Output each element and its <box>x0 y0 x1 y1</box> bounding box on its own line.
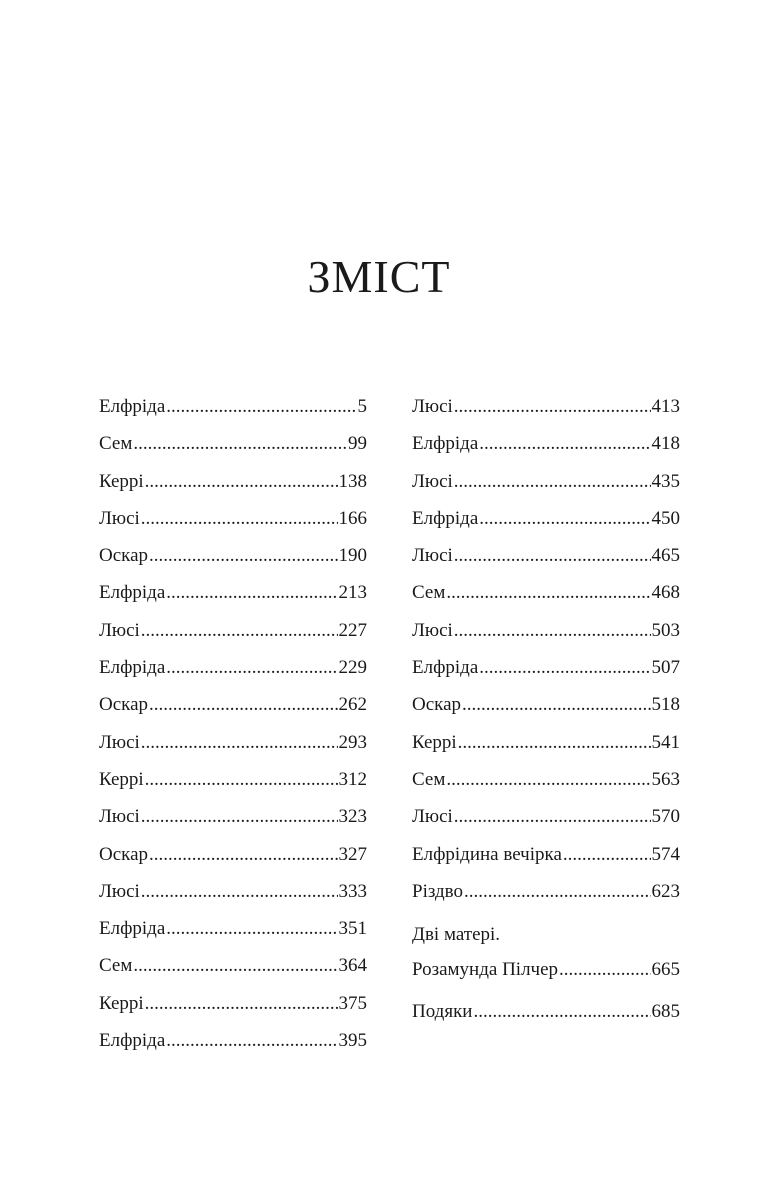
leader-dots <box>141 728 338 758</box>
toc-entry-page: 435 <box>651 470 680 492</box>
toc-entry[interactable] <box>99 951 367 988</box>
toc-entry[interactable] <box>99 989 367 1026</box>
toc-entry-label: Оскар <box>99 843 149 865</box>
toc-entry[interactable] <box>412 840 680 877</box>
toc-entry[interactable] <box>99 877 367 914</box>
toc-entry-page: 138 <box>338 470 367 492</box>
leader-dots <box>473 997 650 1027</box>
toc-entry-label: Елфріда <box>99 396 166 417</box>
toc-entry-page: 262 <box>338 694 367 716</box>
leader-dots <box>479 504 650 534</box>
toc-entry[interactable] <box>99 653 367 690</box>
toc-entry-page: 213 <box>338 582 367 604</box>
leader-dots <box>141 877 338 907</box>
leader-dots <box>454 392 651 422</box>
toc-entry[interactable] <box>412 392 680 429</box>
toc-left-column <box>99 392 367 1063</box>
toc-entry[interactable] <box>99 467 367 504</box>
toc-entry-label: Елфріда <box>412 433 479 455</box>
leader-dots <box>462 690 650 720</box>
toc-entry-thanks[interactable] <box>412 997 680 1034</box>
toc-entry-page: 665 <box>651 959 680 981</box>
toc-entry-label: Керрі <box>99 992 144 1014</box>
leader-dots <box>446 765 650 795</box>
toc-entry-label: Керрі <box>412 731 457 753</box>
toc-entry[interactable] <box>412 802 680 839</box>
toc-entry-page: 375 <box>338 992 367 1014</box>
toc-entry-page: 418 <box>651 433 680 455</box>
leader-dots <box>141 616 338 646</box>
leader-dots <box>166 914 337 944</box>
leader-dots <box>141 504 338 534</box>
toc-entry[interactable] <box>412 653 680 690</box>
toc-entry-label: Люсі <box>412 396 453 417</box>
toc-entry-page: 563 <box>651 768 680 790</box>
leader-dots <box>141 802 338 832</box>
toc-entry-label: Дві матері. <box>412 924 501 946</box>
toc-entry-label: Елфріда <box>99 1030 166 1052</box>
toc-entry-label: Елфріда <box>412 507 479 529</box>
toc-entry-page: 518 <box>651 694 680 716</box>
leader-dots <box>133 429 347 459</box>
toc-entry[interactable] <box>99 578 367 615</box>
toc-entry[interactable] <box>99 765 367 802</box>
toc-right-column <box>412 392 680 1034</box>
toc-entry-page: 227 <box>338 619 367 641</box>
toc-entry-page: 327 <box>338 843 367 865</box>
toc-entry[interactable] <box>412 877 680 914</box>
toc-entry-page: 574 <box>651 843 680 865</box>
toc-entry[interactable] <box>99 840 367 877</box>
page-title: ЗМІСТ <box>307 251 451 302</box>
leader-dots <box>464 877 650 907</box>
toc-entry-label: Керрі <box>99 470 144 492</box>
toc-entry-page: 465 <box>651 545 680 567</box>
toc-entry-label: Подяки <box>412 1001 473 1023</box>
toc-entry-label: Оскар <box>99 545 149 567</box>
leader-dots <box>149 840 337 870</box>
toc-entry-label: Люсі <box>412 806 453 828</box>
toc-entry-label: Розамунда Пілчер <box>412 959 559 981</box>
toc-entry-page: 413 <box>651 396 680 417</box>
leader-dots <box>458 728 651 758</box>
toc-entry-page: 395 <box>338 1030 367 1052</box>
toc-entry-label: Оскар <box>412 694 462 716</box>
toc-entry-page: 5 <box>357 396 367 417</box>
leader-dots <box>133 951 337 981</box>
toc-entry[interactable] <box>412 541 680 578</box>
toc-entry-label: Люсі <box>412 545 453 567</box>
toc-entry-page: 541 <box>651 731 680 753</box>
toc-entry[interactable] <box>412 728 680 765</box>
leader-dots <box>446 578 650 608</box>
toc-entry-label: Елфріда <box>412 657 479 679</box>
toc-entry[interactable] <box>99 616 367 653</box>
toc-entry-page: 570 <box>651 806 680 828</box>
toc-entry-page: 364 <box>338 955 367 977</box>
toc-entry-label: Люсі <box>99 619 140 641</box>
leader-dots <box>454 616 651 646</box>
leader-dots <box>166 392 356 422</box>
toc-entry-page: 623 <box>651 880 680 902</box>
toc-entry[interactable] <box>99 914 367 951</box>
toc-entry[interactable] <box>412 690 680 727</box>
toc-entry-page: 503 <box>651 619 680 641</box>
toc-entry-label: Оскар <box>99 694 149 716</box>
toc-entry-page: 229 <box>338 657 367 679</box>
toc-entry[interactable] <box>99 504 367 541</box>
toc-entry[interactable] <box>99 690 367 727</box>
toc-entry-page: 507 <box>651 657 680 679</box>
toc-entry-label: Люсі <box>412 619 453 641</box>
toc-entry-page: 450 <box>651 507 680 529</box>
leader-dots <box>479 429 650 459</box>
toc-entry-page: 312 <box>338 768 367 790</box>
leader-dots <box>166 1026 337 1056</box>
toc-entry[interactable] <box>412 616 680 653</box>
toc-entry-label: Люсі <box>412 470 453 492</box>
toc-entry-label: Керрі <box>99 768 144 790</box>
toc-entry[interactable] <box>99 392 367 429</box>
toc-entry-page: 351 <box>338 918 367 940</box>
toc-entry-label: Люсі <box>99 806 140 828</box>
toc-entry-label: Елфріда <box>99 657 166 679</box>
leader-dots <box>454 467 651 497</box>
leader-dots <box>166 578 337 608</box>
leader-dots <box>145 989 338 1019</box>
toc-entry[interactable] <box>412 467 680 504</box>
toc-entry-label: Люсі <box>99 507 140 529</box>
toc-entry-label: Сем <box>412 582 446 604</box>
leader-dots <box>479 653 650 683</box>
toc-entry[interactable] <box>99 1026 367 1063</box>
toc-entry[interactable] <box>99 541 367 578</box>
leader-dots <box>454 541 651 571</box>
toc-entry-label: Сем <box>412 768 446 790</box>
toc-entry-page: 99 <box>348 433 367 455</box>
leader-dots <box>145 467 338 497</box>
toc-entry-page: 468 <box>651 582 680 604</box>
leader-dots <box>559 955 650 985</box>
toc-entry-page: 166 <box>338 507 367 529</box>
toc-entry-page: 323 <box>338 806 367 828</box>
toc-entry-label: Елфріда <box>99 918 166 940</box>
leader-dots <box>563 840 651 870</box>
leader-dots <box>145 765 338 795</box>
toc-entry-label: Сем <box>99 433 133 455</box>
toc-entry-page: 293 <box>338 731 367 753</box>
toc-entry[interactable] <box>99 728 367 765</box>
toc-entry-page: 685 <box>651 1001 680 1023</box>
toc-entry-page: 333 <box>338 880 367 902</box>
toc-entry-label: Люсі <box>99 880 140 902</box>
toc-entry-label: Люсі <box>99 731 140 753</box>
toc-entry[interactable] <box>412 504 680 541</box>
toc-entry-page: 190 <box>338 545 367 567</box>
toc-entry-label: Елфрідина вечірка <box>412 843 562 865</box>
toc-entry[interactable] <box>412 429 680 466</box>
leader-dots <box>454 802 651 832</box>
toc-entry-afterword[interactable] <box>412 920 680 992</box>
toc-entry-label: Різдво <box>412 880 464 902</box>
toc-entry[interactable] <box>99 802 367 839</box>
leader-dots <box>149 690 337 720</box>
toc-entry[interactable] <box>412 765 680 802</box>
toc-entry[interactable] <box>99 429 367 466</box>
toc-entry-label: Сем <box>99 955 133 977</box>
leader-dots <box>166 653 337 683</box>
toc-entry[interactable] <box>412 578 680 615</box>
toc-entry-label: Елфріда <box>99 582 166 604</box>
leader-dots <box>149 541 337 571</box>
